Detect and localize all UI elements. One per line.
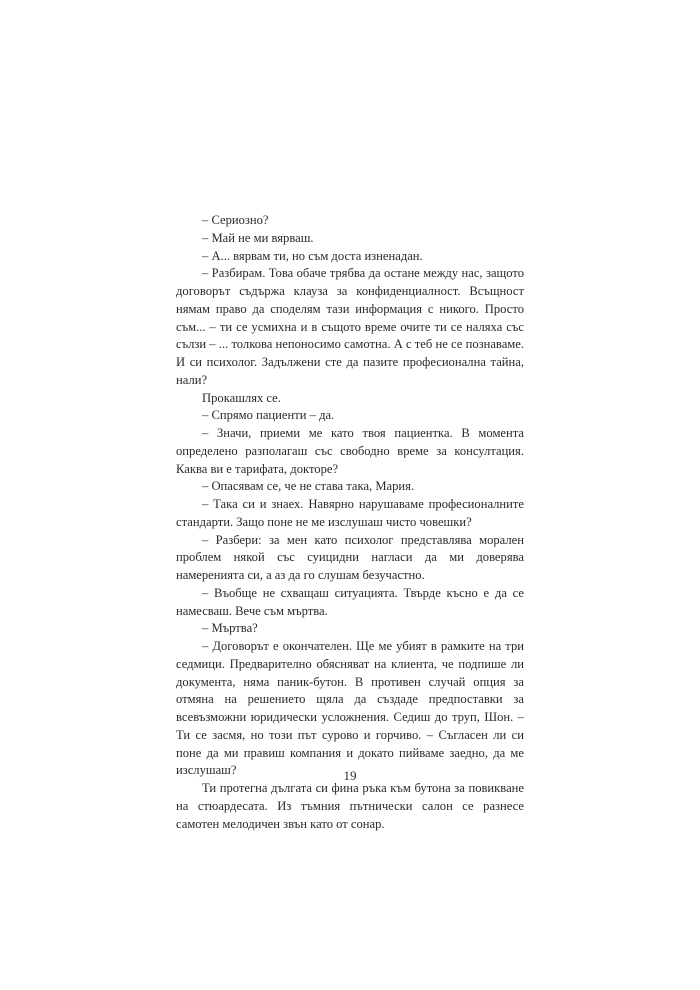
paragraph-5: Прокашлях се. xyxy=(202,390,281,405)
page-number: 19 xyxy=(343,768,357,783)
paragraph-2: – Май не ми вярваш. xyxy=(202,230,314,245)
paragraph-9: – Така си и знаех. Навярно нарушаваме професионалните стандарти. Защо поне не ме изслушаш чисто човешки? xyxy=(176,497,524,529)
paragraph-11: – Въобще не схващаш ситуацията. Твърде късно е да се намесваш. Вече съм мъртва. xyxy=(176,585,524,618)
paragraph-4: – Разбирам. Това обаче трябва да остане между нас, защото договорът съдържа клауза за конфиденциалност. Всъщност нямам право да споделям тази информация с никого. Просто съм... – ти се усмихна и в същото време очите ти се наляха със сълзи – ... толкова непоносимо самотна. А с теб не се познаваме. И си психолог. Задължени сте да пазите професионална тайна, нали? xyxy=(176,266,524,387)
paragraph-13: – Договорът е окончателен. Ще ме убият в рамките на три седмици. Предварително обясняват на клиента, че подпише ли документа, няма паник-бутон. В противен случай опция за отмяна на решението щяла да създаде предпоставки за всевъзможни юридически усложнения. Седиш до труп, Шон. – Ти се засмя, но този път сурово и горчиво. – Съгласен ли си поне да ми правиш компания и докато пийваме заедно, да ме изслушаш? xyxy=(176,639,524,778)
paragraph-14: Ти протегна дългата си фина ръка към бутона за повикване на стюардесата. Из тъмния пътнически салон се разнесе самотен мелодичен звън като от сонар. xyxy=(176,781,524,831)
paragraph-10: – Разбери: за мен като психолог представлява морален проблем някой със суицидни нагласи да ми доверява намеренията си, а аз да го слушам безучастно. xyxy=(176,532,524,582)
paragraph-1: – Сериозно? xyxy=(202,213,269,227)
paragraph-6: – Спрямо пациенти – да. xyxy=(202,408,335,423)
paragraph-7: – Значи, приеми ме като твоя пациентка. В момента определено разполагаш със свободно време за консултация. Каква ви е тарифата, докторе? xyxy=(176,426,524,476)
paragraph-12: – Мъртва? xyxy=(202,621,258,636)
paragraph-3: – А... вярвам ти, но съм доста изненадан. xyxy=(202,248,423,263)
page-body-text xyxy=(176,212,524,833)
paragraph-8: – Опасявам се, че не става така, Мария. xyxy=(202,479,415,494)
